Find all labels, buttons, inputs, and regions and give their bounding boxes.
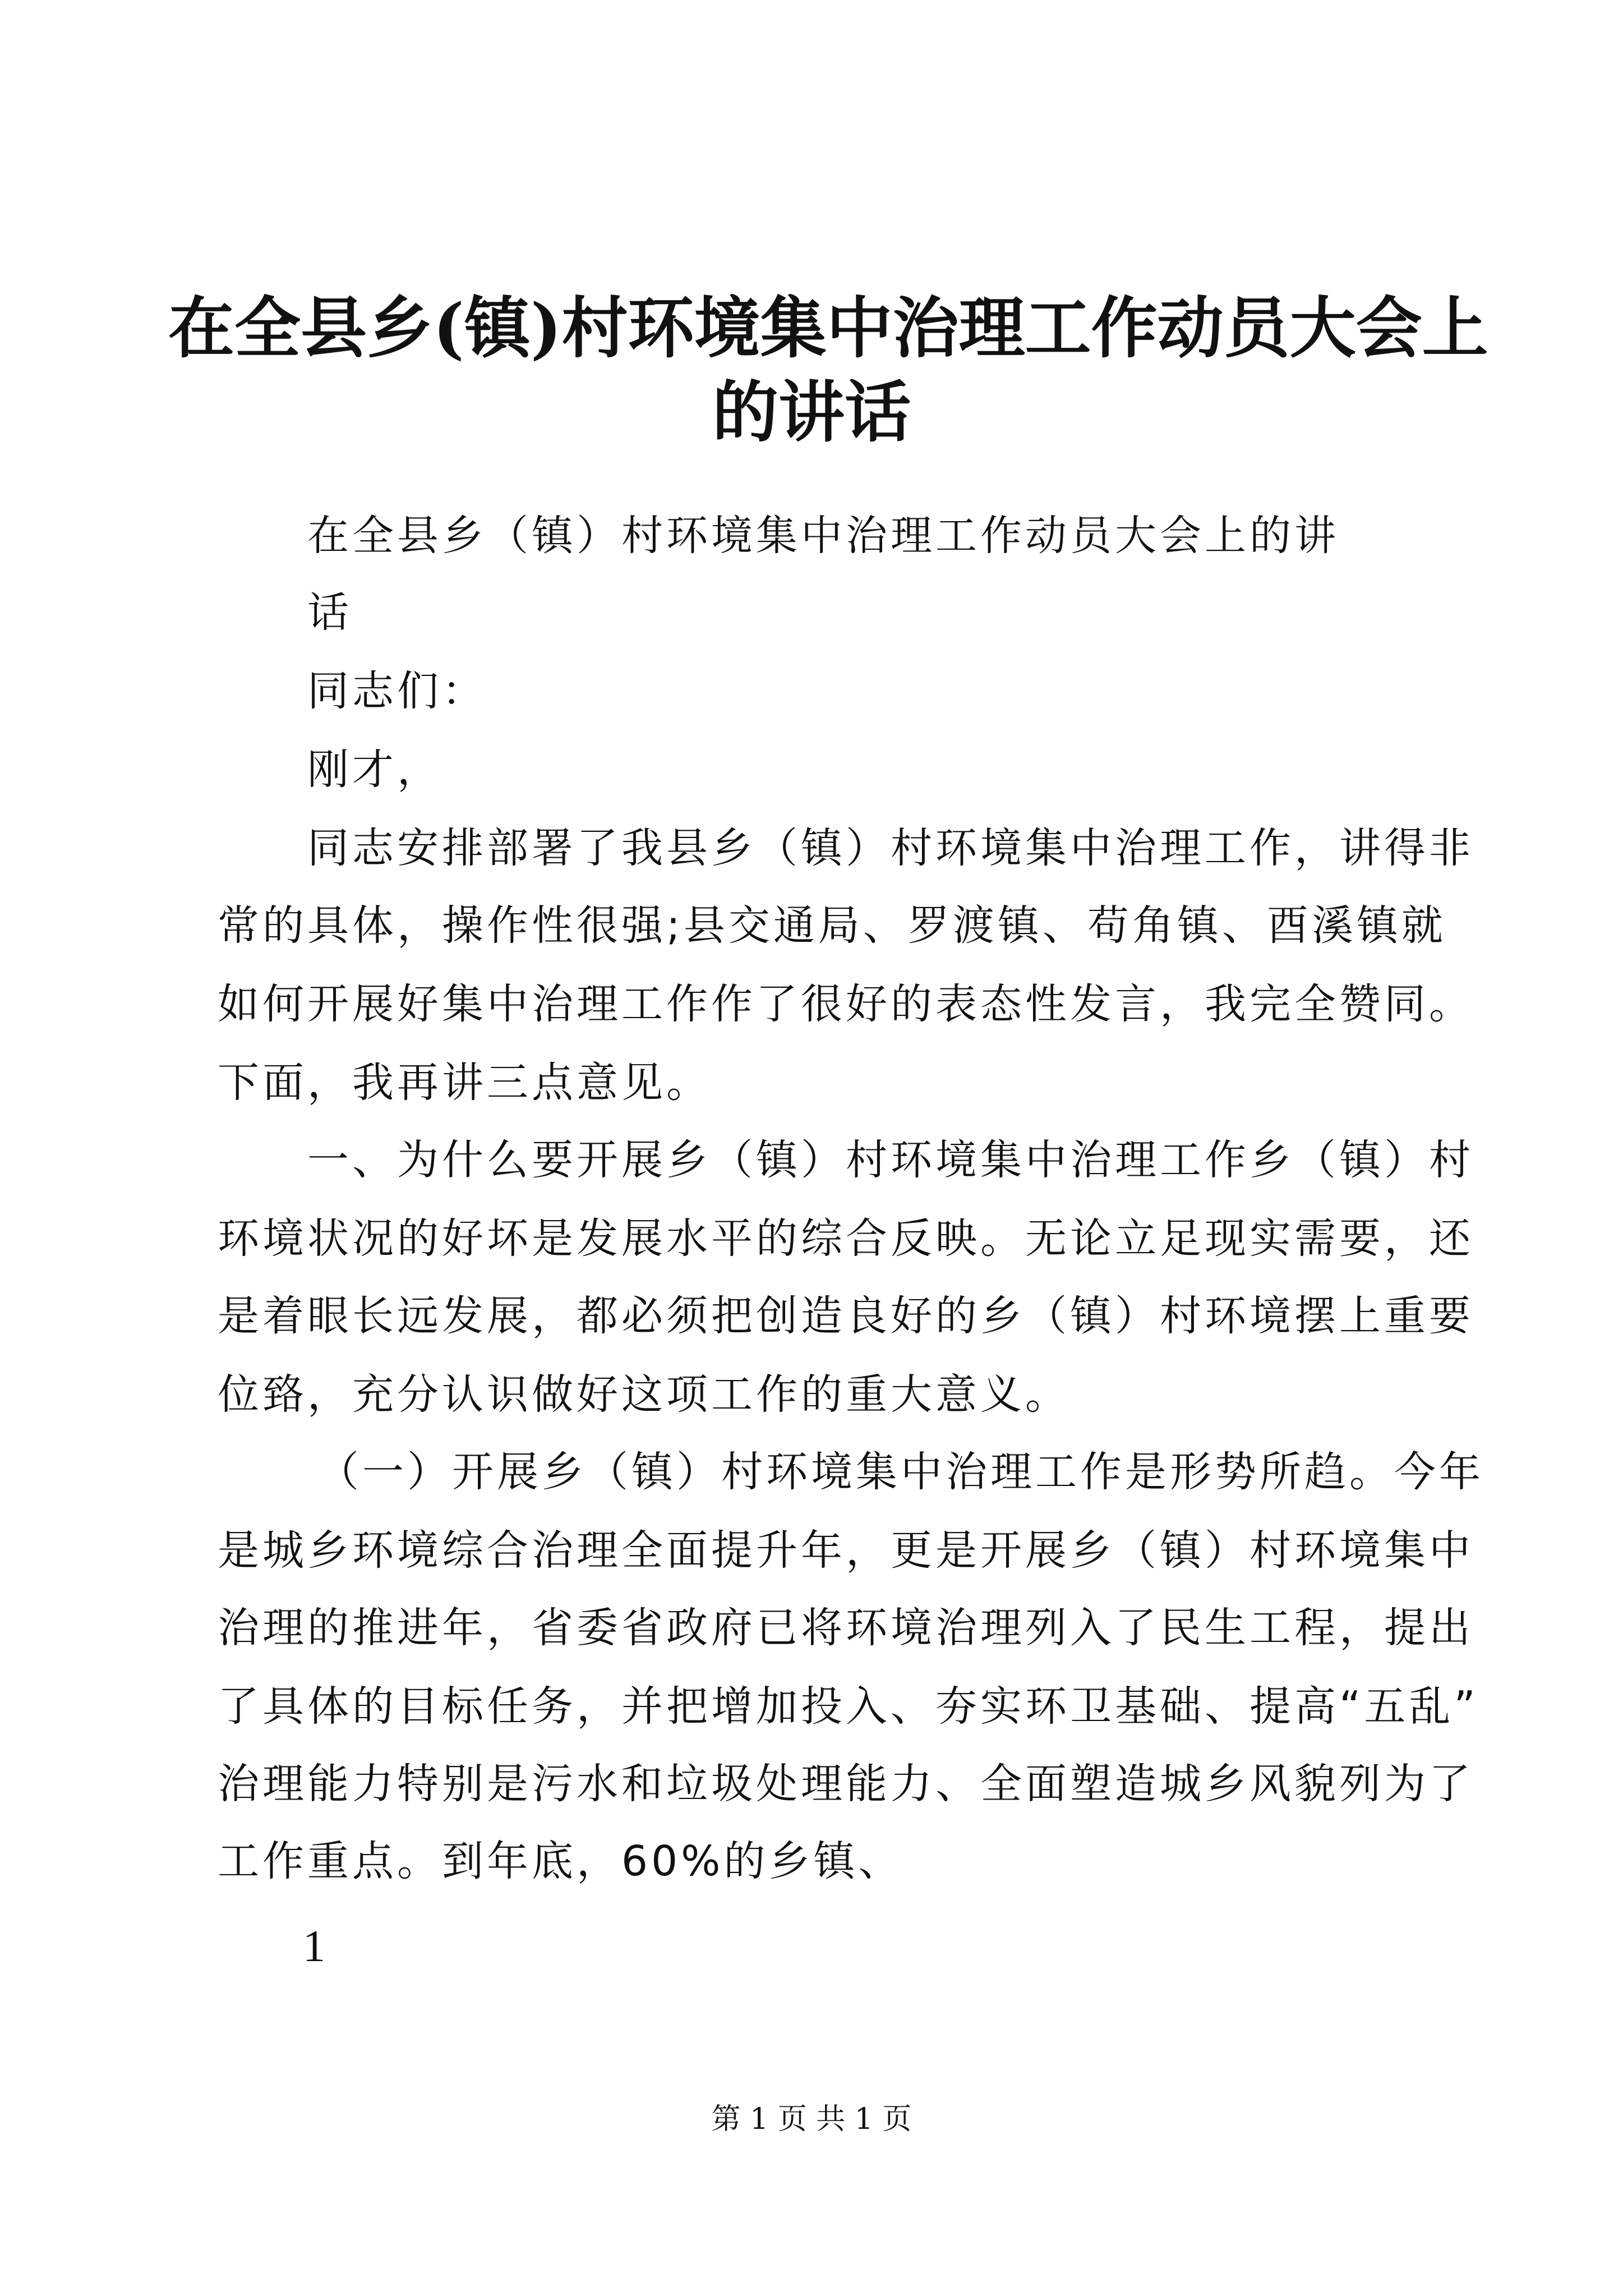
paragraph-line: 治理的推进年，省委省政府已将环境治理列入了民生工程，提出 [218, 1604, 1474, 1652]
paragraph-line: 是城乡环境综合治理全面提升年，更是开展乡（镇）村环境集中 [218, 1526, 1474, 1575]
paragraph-line: 了具体的目标任务，并把增加投入、夯实环卫基础、提高“五乱” [218, 1682, 1479, 1731]
paragraph-line: 如何开展好集中治理工作作了很好的表态性发言，我完全赞同。 [218, 980, 1474, 1028]
salutation: 同志们： [307, 667, 487, 715]
page-footer: 第 1 页 共 1 页 [711, 2102, 912, 2136]
paragraph-line: 是着眼长远发展，都必须把创造良好的乡（镇）村环境摆上重要 [218, 1292, 1474, 1340]
subsection-heading-line: （一）开展乡（镇）村环境集中治理工作是形势所趋。今年 [317, 1448, 1484, 1496]
paragraph-line: 刚才， [307, 746, 442, 794]
paragraph-line: 同志安排部署了我县乡（镇）村环境集中治理工作，讲得非 [307, 824, 1474, 872]
paragraph-line: 工作重点。到年底，60%的乡镇、 [218, 1837, 903, 1885]
paragraph-line: 下面，我再讲三点意见。 [218, 1059, 711, 1107]
page-marker: 1 [303, 1922, 325, 1971]
subtitle-line-2: 话 [307, 588, 352, 637]
paragraph-line: 位臵，充分认识做好这项工作的重大意义。 [218, 1370, 1070, 1419]
document-title-line-2: 的讲话 [712, 373, 911, 451]
paragraph-line: 环境状况的好坏是发展水平的综合反映。无论立足现实需要，还 [218, 1214, 1474, 1263]
section-heading-line: 一、为什么要开展乡（镇）村环境集中治理工作乡（镇）村 [307, 1136, 1474, 1184]
paragraph-line: 常的具体，操作性很强;县交通局、罗渡镇、苟角镇、酉溪镇就 [218, 901, 1446, 950]
subtitle-line-1: 在全县乡（镇）村环境集中治理工作动员大会上的讲 [307, 512, 1339, 560]
document-title-line-1: 在全县乡(镇)村环境集中治理工作动员大会上 [168, 289, 1488, 367]
paragraph-line: 治理能力特别是污水和垃圾处理能力、全面塑造城乡风貌列为了 [218, 1760, 1474, 1808]
